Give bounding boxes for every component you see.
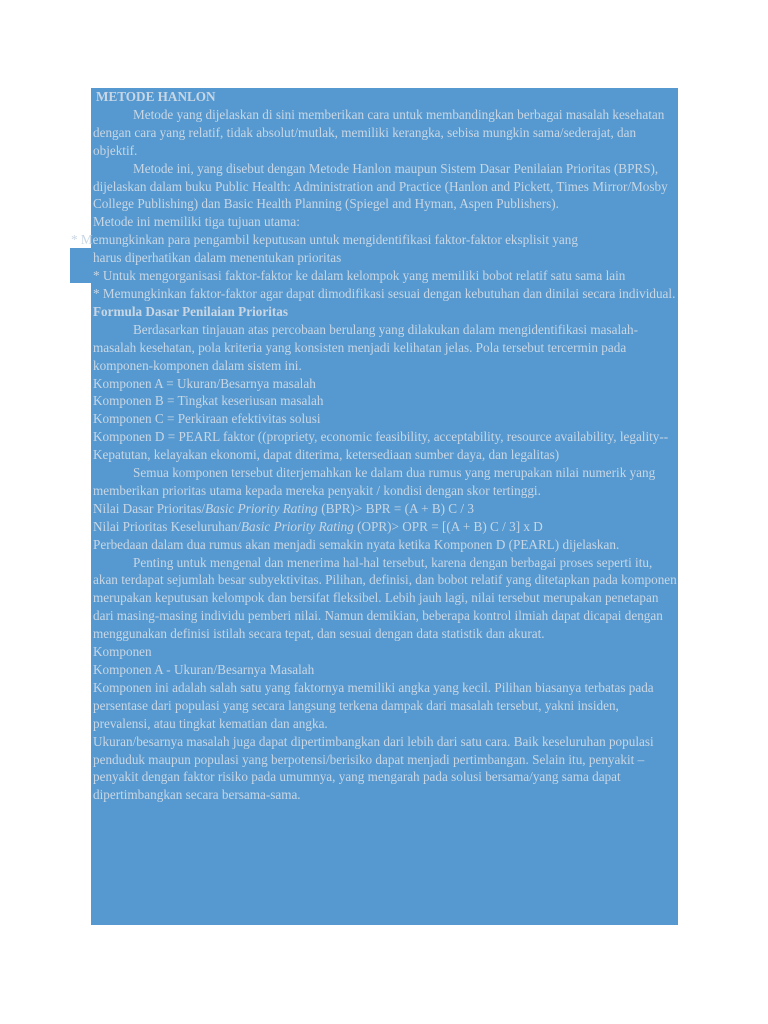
- formula-opr-italic: Basic Priority Rating: [240, 518, 354, 534]
- bullet-item-2: * Untuk mengorganisasi faktor-faktor ke dalam kelompok yang memiliki bobot relatif satu sama lain: [93, 268, 626, 284]
- bullet-item-1-line-2: harus diperhatikan dalam menentukan prioritas: [93, 250, 342, 266]
- paragraph-method: Metode ini, yang disebut dengan Metode Hanlon maupun Sistem Dasar Penilaian Prioritas (BPRS), dijelaskan dalam buku Public Health: Administration and Practice (Hanlon and Pickett, Times Mirror/Mosby College Publishing) dan Basic Health Planning (Spiegel and Hyman, Aspen Publishers).: [93, 160, 668, 212]
- paragraph-formulas: Semua komponen tersebut diterjemahkan ke dalam dua rumus yang merupakan nilai numerik yang memberikan prioritas utama kepada mereka penyakit / kondisi dengan skor tertinggi.: [93, 465, 656, 498]
- bullet-item-1-line-1: * Memungkinkan para pengambil keputusan untuk mengidentifikasi faktor-faktor eksplisit yang: [71, 232, 578, 248]
- component-a: Komponen A = Ukuran/Besarnya masalah: [93, 375, 316, 391]
- heading-component-a: Komponen A - Ukuran/Besarnya Masalah: [93, 662, 315, 677]
- document-title: METODE HANLON: [96, 89, 216, 104]
- component-b: Komponen B = Tingkat keseriusan masalah: [93, 393, 324, 409]
- formula-opr-prefix: Nilai Prioritas Keseluruhan/: [93, 518, 241, 534]
- heading-komponen: Komponen: [93, 644, 152, 660]
- component-d: Komponen D = PEARL faktor ((propriety, economic feasibility, acceptability, resource availability, legality--Kepatutan, kelayakan ekonomi, dapat diterima, ketersediaan sumber daya, dan legalitas): [93, 429, 669, 463]
- paragraph-goals: Metode ini memiliki tiga tujuan utama:: [93, 214, 300, 230]
- formula-opr-suffix: (OPR)> OPR = [(A + B) C / 3] x D: [353, 518, 543, 534]
- bullet-item-1: [71, 231, 677, 267]
- paragraph-intro: Metode yang dijelaskan di sini memberikan cara untuk membandingkan berbagai masalah kesehatan dengan cara yang relatif, tidak absolut/mutlak, memiliki kerangka, sebisa mungkin sama/sederajat, dan objektif.: [93, 106, 665, 158]
- paragraph-review: Berdasarkan tinjauan atas percobaan berulang yang dilakukan dalam mengidentifikasi masalah-masalah kesehatan, pola kriteria yang konsisten menjadi kelihatan jelas. Pola tersebut tercermin pada komponen-komponen dalam sistem ini.: [93, 321, 638, 373]
- paragraph-subjectivity: Penting untuk mengenal dan menerima hal-hal tersebut, karena dengan berbagai proses seperti itu, akan terdapat sejumlah besar subyektivitas. Pilihan, definisi, dan bobot relatif yang ditetapkan pada komponen merupakan keputusan kelompok dan bersifat fleksibel. Lebih jauh lagi, nilai tersebut merupakan penetapan dari masing-masing individu pemberi nilai. Namun demikian, beberapa kontrol ilmiah dapat dicapai dengan menggunakan definisi istilah secara tepat, dan sesuai dengan data statistik dan akurat.: [93, 554, 677, 642]
- formula-bpr-prefix: Nilai Dasar Prioritas/: [93, 500, 206, 516]
- formula-bpr: [93, 500, 677, 518]
- formula-bpr-italic: Basic Priority Rating: [205, 500, 318, 516]
- section-heading-formula: Formula Dasar Penilaian Prioritas: [93, 303, 288, 319]
- bullet-item-3: * Memungkinkan faktor-faktor agar dapat dimodifikasi sesuai dengan kebutuhan dan dinilai secara individual.: [93, 285, 676, 301]
- component-c: Komponen C = Perkiraan efektivitas solusi: [93, 411, 321, 427]
- paragraph-component-a: Komponen ini adalah salah satu yang faktornya memiliki angka yang kecil. Pilihan biasanya terbatas pada persentase dari populasi yang secara langsung terkena dampak dari masalah tersebut, yakni insiden, prevalensi, atau tingkat kematian dan angka.: [93, 679, 654, 731]
- paragraph-magnitude: Ukuran/besarnya masalah juga dapat dipertimbangkan dari lebih dari satu cara. Baik keseluruhan populasi penduduk maupun populasi yang berpotensi/berisiko dapat menjadi pertimbangan. Selain itu, penyakit –penyakit dengan faktor risiko pada umumnya, yang mengarah pada solusi bersama/yang sama dapat dipertimbangkan secara bersama-sama.: [93, 733, 654, 803]
- formula-opr: [93, 518, 677, 536]
- formula-bpr-suffix: (BPR)> BPR = (A + B) C / 3: [317, 500, 474, 516]
- paragraph-difference: Perbedaan dalam dua rumus akan menjadi semakin nyata ketika Komponen D (PEARL) dijelaskan.: [93, 536, 620, 552]
- document-text: [71, 88, 677, 804]
